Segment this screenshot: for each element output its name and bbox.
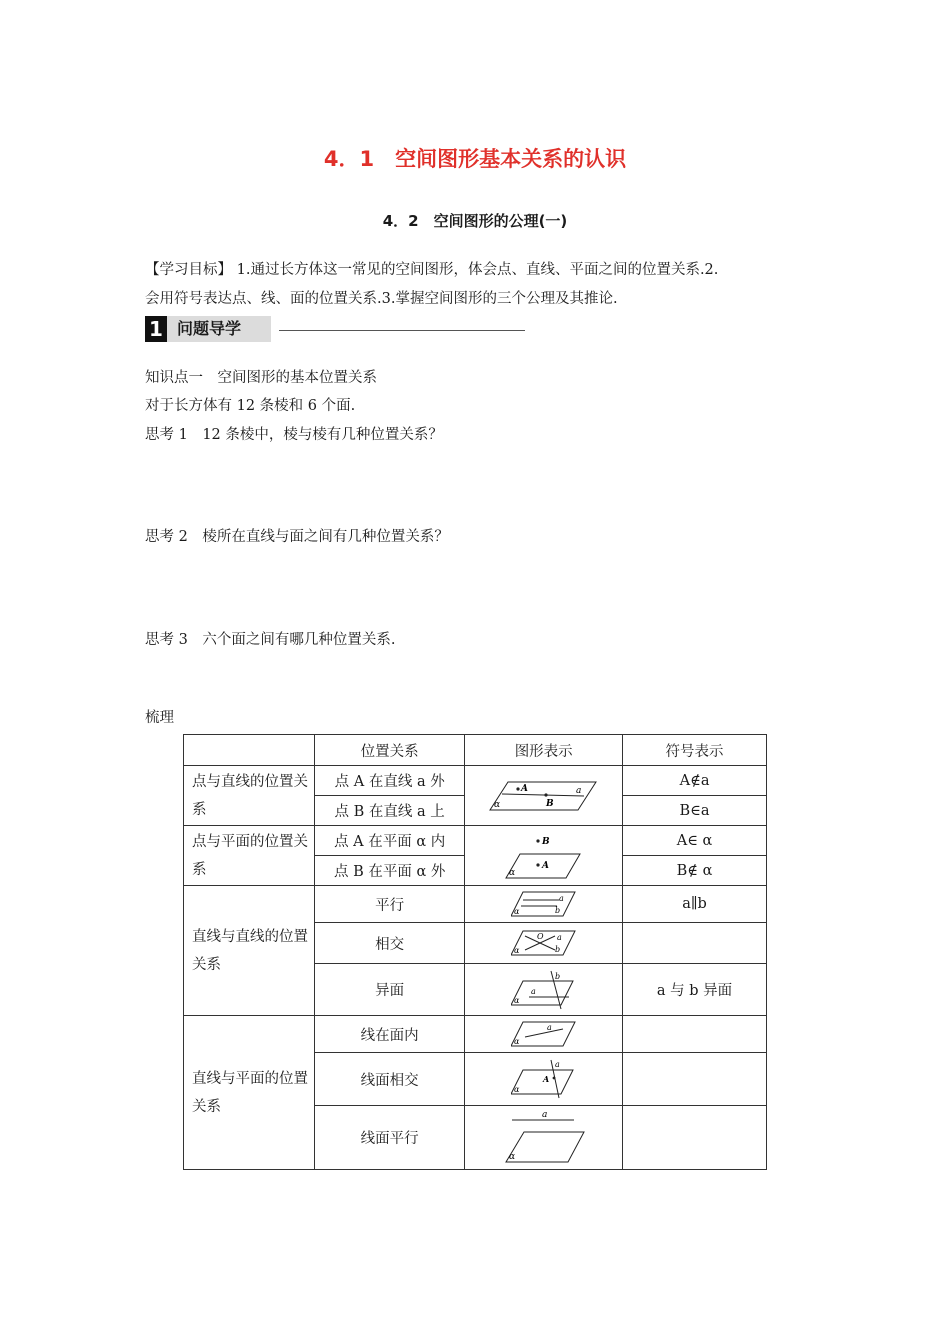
table-header-row xyxy=(184,735,767,766)
header-empty xyxy=(184,735,315,766)
goals-tag: 【学习目标】 xyxy=(145,262,232,278)
label-alpha: α xyxy=(513,907,520,916)
symbol-cell: B∈a xyxy=(623,796,767,826)
figure-point-line xyxy=(465,766,623,826)
label-a: a xyxy=(575,785,582,796)
label-alpha: α xyxy=(508,1151,515,1162)
goals-line-2: 会用符号表达点、线、面的位置关系.3.掌握空间图形的三个公理及其推论. xyxy=(145,291,618,307)
header-symbol: 符号表示 xyxy=(623,735,767,766)
label-a: a xyxy=(554,1060,560,1069)
line-parallel-plane-diagram xyxy=(502,1110,586,1166)
label-alpha: α xyxy=(508,867,515,878)
header-relation: 位置关系 xyxy=(315,735,465,766)
knowledge-intro: 对于长方体有 12 条棱和 6 个面. xyxy=(145,398,356,414)
section-subtitle: 4．2 空间图形的公理(一) xyxy=(382,212,568,230)
label-a: a xyxy=(556,933,562,942)
symbol-cell xyxy=(623,1106,767,1170)
label-B: B xyxy=(545,798,554,809)
label-a: a xyxy=(546,1023,552,1032)
summary-label: 梳理 xyxy=(145,710,174,726)
relation-cell: 点 B 在平面 α 外 xyxy=(315,856,465,886)
label-b: b xyxy=(554,945,560,954)
symbol-cell: a∥b xyxy=(623,886,767,923)
symbol-cell: A∈ α xyxy=(623,826,767,856)
table-row xyxy=(184,826,767,856)
label-a: a xyxy=(558,894,564,903)
figure-skew xyxy=(465,964,623,1016)
relations-table xyxy=(183,734,767,1170)
point-line-diagram xyxy=(488,778,600,814)
figure-line-parallel-plane xyxy=(465,1106,623,1170)
symbol-cell: A∉a xyxy=(623,766,767,796)
section-label: 问题导学 xyxy=(167,316,271,342)
label-b: b xyxy=(554,971,560,981)
symbol-cell xyxy=(623,1016,767,1053)
label-A: A xyxy=(541,860,549,871)
figure-parallel xyxy=(465,886,623,923)
relation-cell: 异面 xyxy=(315,964,465,1016)
relation-cell: 点 A 在直线 a 外 xyxy=(315,766,465,796)
relation-cell: 相交 xyxy=(315,923,465,964)
label-alpha: α xyxy=(513,946,520,955)
think-3: 思考 3 六个面之间有哪几种位置关系. xyxy=(145,632,396,648)
figure-line-crosses-plane xyxy=(465,1053,623,1106)
relation-cell: 平行 xyxy=(315,886,465,923)
group-line-line: 直线与直线的位置关系 xyxy=(184,886,315,1016)
label-A: A xyxy=(520,783,528,794)
think-2: 思考 2 棱所在直线与面之间有几种位置关系？ xyxy=(145,529,449,545)
relation-cell: 点 A 在平面 α 内 xyxy=(315,826,465,856)
table-row xyxy=(184,886,767,923)
group-point-line: 点与直线的位置关系 xyxy=(184,766,315,826)
symbol-cell xyxy=(623,923,767,964)
intersecting-lines-diagram xyxy=(511,928,577,958)
label-alpha: α xyxy=(493,799,500,810)
line-in-plane-diagram xyxy=(511,1019,577,1049)
section-number: 1 xyxy=(145,316,167,342)
figure-line-in-plane xyxy=(465,1016,623,1053)
goals-text-1: 1.通过长方体这一常见的空间图形，体会点、直线、平面之间的位置关系.2. xyxy=(236,262,719,278)
label-O: O xyxy=(536,932,544,941)
label-b: b xyxy=(554,906,560,915)
label-B: B xyxy=(541,836,550,847)
relation-cell: 线面平行 xyxy=(315,1106,465,1170)
table-row xyxy=(184,1016,767,1053)
think-1: 思考 1 12 条棱中，棱与棱有几种位置关系？ xyxy=(145,427,443,443)
relation-cell: 线面相交 xyxy=(315,1053,465,1106)
skew-lines-diagram xyxy=(511,969,577,1011)
group-point-plane: 点与平面的位置关系 xyxy=(184,826,315,886)
relation-cell: 点 B 在直线 a 上 xyxy=(315,796,465,826)
learning-goals xyxy=(145,256,817,314)
section-rule xyxy=(279,330,525,331)
table-row xyxy=(184,766,767,796)
label-alpha: α xyxy=(513,1085,520,1094)
symbol-cell: B∉ α xyxy=(623,856,767,886)
section-header xyxy=(145,316,525,342)
label-alpha: α xyxy=(513,1037,520,1046)
symbol-cell: a 与 b 异面 xyxy=(623,964,767,1016)
page-title: 4．1 空间图形基本关系的认识 xyxy=(323,147,627,171)
header-figure: 图形表示 xyxy=(465,735,623,766)
label-a: a xyxy=(541,1109,548,1120)
group-line-plane: 直线与平面的位置关系 xyxy=(184,1016,315,1170)
symbol-cell xyxy=(623,1053,767,1106)
point-plane-diagram xyxy=(504,832,584,880)
figure-point-plane xyxy=(465,826,623,886)
label-a: a xyxy=(530,986,536,996)
line-crosses-plane-diagram xyxy=(511,1058,577,1100)
label-alpha: α xyxy=(513,995,520,1005)
relation-cell: 线在面内 xyxy=(315,1016,465,1053)
figure-intersect xyxy=(465,923,623,964)
knowledge-heading: 知识点一 空间图形的基本位置关系 xyxy=(145,370,377,386)
label-A: A xyxy=(542,1074,549,1084)
parallel-lines-diagram xyxy=(511,889,577,919)
goals-line-1 xyxy=(145,256,817,285)
